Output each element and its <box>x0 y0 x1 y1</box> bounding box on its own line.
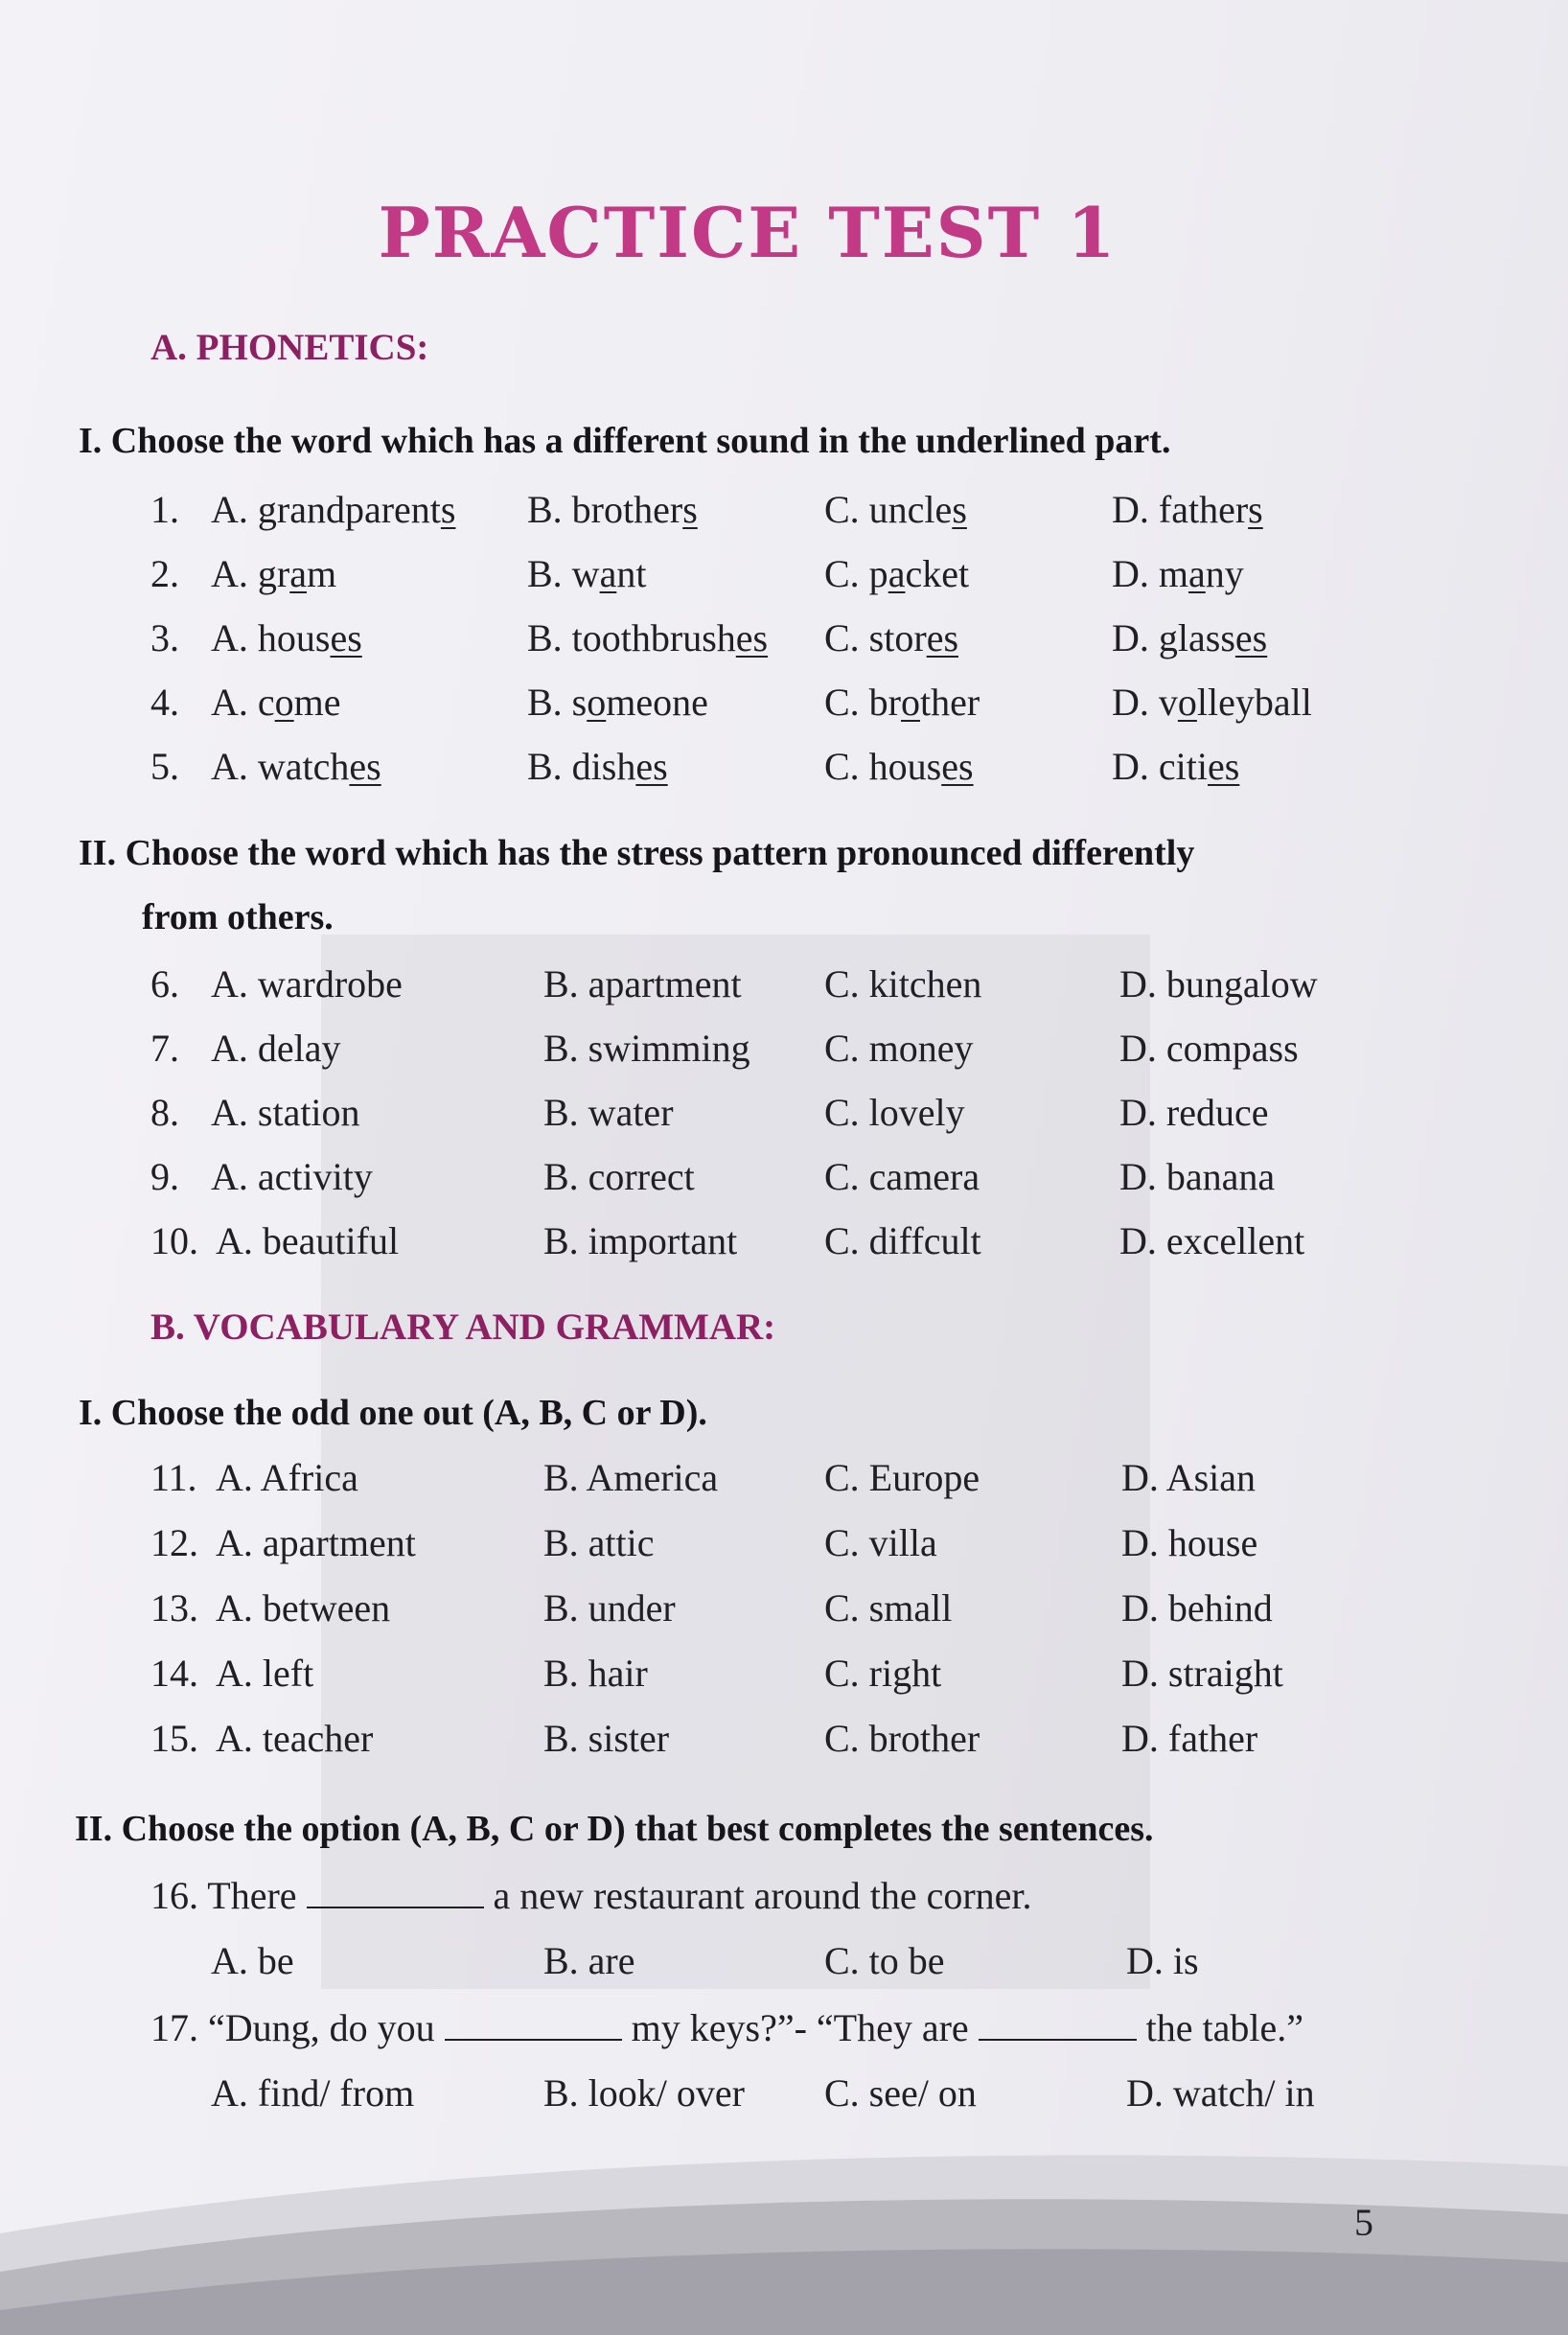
option-a[interactable]: A. activity <box>211 1155 373 1198</box>
option-c[interactable]: C. uncles <box>824 488 967 531</box>
sentence-text: a new restaurant around the corner. <box>493 1874 1032 1917</box>
option-a[interactable]: A. Africa <box>216 1456 358 1499</box>
option-d[interactable]: D. is <box>1126 1939 1199 1982</box>
option-d[interactable]: D. house <box>1121 1521 1258 1564</box>
option-a[interactable]: A. between <box>216 1586 391 1630</box>
option-a[interactable]: A. find/ from <box>211 2071 415 2115</box>
option-c[interactable]: C. lovely <box>824 1091 965 1134</box>
section-a-part2-heading-cont: from others. <box>142 897 334 937</box>
section-a-part2-heading: II. Choose the word which has the stress pattern pronounced differently <box>79 833 1195 873</box>
option-c[interactable]: C. small <box>824 1586 953 1630</box>
option-a[interactable]: A. teacher <box>216 1717 374 1760</box>
option-c[interactable]: C. see/ on <box>824 2071 977 2115</box>
option-b[interactable]: B. America <box>543 1456 719 1499</box>
option-b[interactable]: B. important <box>543 1219 738 1262</box>
option-c[interactable]: C. money <box>824 1027 974 1070</box>
option-a[interactable]: A. wardrobe <box>211 962 403 1006</box>
option-a[interactable]: A. grandparents <box>211 488 456 531</box>
option-a[interactable]: A. beautiful <box>216 1219 400 1262</box>
option-c[interactable]: C. right <box>824 1652 942 1695</box>
question-row <box>0 680 1568 733</box>
option-a[interactable]: A. houses <box>211 616 362 659</box>
option-d[interactable]: D. fathers <box>1112 488 1263 531</box>
option-b[interactable]: B. hair <box>543 1652 648 1695</box>
option-c[interactable]: C. packet <box>824 552 970 595</box>
option-c[interactable]: C. to be <box>824 1939 945 1982</box>
sentence-text: my keys?”- “They are <box>631 2006 969 2049</box>
option-b[interactable]: B. swimming <box>543 1027 750 1070</box>
question-row <box>0 1455 1568 1509</box>
option-d[interactable]: D. volleyball <box>1112 681 1312 724</box>
question-number: 5. <box>150 745 179 788</box>
option-c[interactable]: C. villa <box>824 1521 937 1564</box>
option-d[interactable]: D. watch/ in <box>1126 2071 1315 2115</box>
question-number: 17. <box>150 2006 198 2049</box>
option-b[interactable]: B. want <box>527 552 647 595</box>
question-number: 3. <box>150 616 179 659</box>
option-a[interactable]: A. watches <box>211 745 381 788</box>
question-number: 10. <box>150 1219 198 1262</box>
question-sentence <box>150 1873 1032 1918</box>
page-title: PRACTICE TEST 1 <box>378 192 1118 273</box>
section-b-part1-heading: I. Choose the odd one out (A, B, C or D). <box>79 1393 707 1433</box>
sentence-text: “Dung, do you <box>208 2006 435 2049</box>
question-row <box>0 1218 1568 1272</box>
question-number: 16. <box>150 1874 198 1917</box>
sentence-text: There <box>207 1874 297 1917</box>
section-b-part2-heading: II. Choose the option (A, B, C or D) that best completes the sentences. <box>75 1809 1154 1849</box>
option-d[interactable]: D. excellent <box>1119 1219 1305 1262</box>
question-number: 6. <box>150 962 179 1006</box>
question-number: 11. <box>150 1456 197 1499</box>
answer-blank[interactable] <box>445 2006 622 2041</box>
question-number: 14. <box>150 1652 198 1695</box>
question-number: 7. <box>150 1027 179 1070</box>
page-number: 5 <box>1354 2201 1373 2244</box>
option-a[interactable]: A. be <box>211 1939 294 1982</box>
option-b[interactable]: B. brothers <box>527 488 698 531</box>
section-b-heading: B. VOCABULARY AND GRAMMAR: <box>150 1306 776 1348</box>
section-a-heading: A. PHONETICS: <box>150 327 429 368</box>
option-d[interactable]: D. bungalow <box>1119 962 1318 1006</box>
question-row <box>0 1090 1568 1144</box>
option-b[interactable]: B. apartment <box>543 962 742 1006</box>
option-b[interactable]: B. toothbrushes <box>527 616 769 659</box>
option-a[interactable]: A. come <box>211 681 341 724</box>
option-d[interactable]: D. many <box>1112 552 1244 595</box>
option-d[interactable]: D. cities <box>1112 745 1240 788</box>
question-number: 15. <box>150 1717 198 1760</box>
option-d[interactable]: D. Asian <box>1121 1456 1256 1499</box>
question-row <box>0 1520 1568 1574</box>
option-d[interactable]: D. compass <box>1119 1027 1299 1070</box>
question-row <box>0 615 1568 669</box>
option-b[interactable]: B. attic <box>543 1521 655 1564</box>
option-d[interactable]: D. banana <box>1119 1155 1276 1198</box>
option-a[interactable]: A. gram <box>211 552 337 595</box>
question-sentence <box>150 2005 1303 2050</box>
question-row <box>0 2070 1568 2124</box>
option-d[interactable]: D. glasses <box>1112 616 1268 659</box>
question-row <box>0 1026 1568 1079</box>
question-number: 8. <box>150 1091 179 1134</box>
option-c[interactable]: C. stores <box>824 616 959 659</box>
option-b[interactable]: B. look/ over <box>543 2071 745 2115</box>
question-row <box>0 1154 1568 1208</box>
option-d[interactable]: D. straight <box>1121 1652 1283 1695</box>
question-number: 4. <box>150 681 179 724</box>
option-c[interactable]: C. kitchen <box>824 962 982 1006</box>
question-row <box>0 744 1568 798</box>
question-row <box>0 1938 1568 1992</box>
option-c[interactable]: C. houses <box>824 745 974 788</box>
answer-blank[interactable] <box>307 1874 484 1908</box>
question-row <box>0 487 1568 541</box>
question-number: 12. <box>150 1521 198 1564</box>
option-a[interactable]: A. apartment <box>216 1521 416 1564</box>
answer-blank[interactable] <box>979 2006 1137 2041</box>
section-a-part1-heading: I. Choose the word which has a different sound in the underlined part. <box>79 421 1171 461</box>
question-number: 9. <box>150 1155 179 1198</box>
option-b[interactable]: B. are <box>543 1939 635 1982</box>
option-c[interactable]: C. brother <box>824 681 980 724</box>
question-row <box>0 1716 1568 1769</box>
option-b[interactable]: B. water <box>543 1091 674 1134</box>
question-number: 2. <box>150 552 179 595</box>
option-d[interactable]: D. reduce <box>1119 1091 1269 1134</box>
option-d[interactable]: D. behind <box>1121 1586 1273 1630</box>
footer-swoosh-decoration <box>0 2128 1568 2335</box>
question-row <box>0 961 1568 1015</box>
option-c[interactable]: C. Europe <box>824 1456 980 1499</box>
option-a[interactable]: A. delay <box>211 1027 341 1070</box>
option-b[interactable]: B. dishes <box>527 745 668 788</box>
option-c[interactable]: C. camera <box>824 1155 980 1198</box>
option-b[interactable]: B. sister <box>543 1717 670 1760</box>
question-number: 1. <box>150 488 179 531</box>
option-d[interactable]: D. father <box>1121 1717 1258 1760</box>
option-b[interactable]: B. under <box>543 1586 676 1630</box>
question-number: 13. <box>150 1586 198 1630</box>
question-row <box>0 551 1568 605</box>
sentence-text: the table.” <box>1145 2006 1304 2049</box>
option-b[interactable]: B. someone <box>527 681 708 724</box>
question-row <box>0 1651 1568 1704</box>
option-b[interactable]: B. correct <box>543 1155 695 1198</box>
option-c[interactable]: C. brother <box>824 1717 980 1760</box>
option-a[interactable]: A. left <box>216 1652 314 1695</box>
question-row <box>0 1585 1568 1639</box>
option-c[interactable]: C. diffcult <box>824 1219 981 1262</box>
option-a[interactable]: A. station <box>211 1091 360 1134</box>
